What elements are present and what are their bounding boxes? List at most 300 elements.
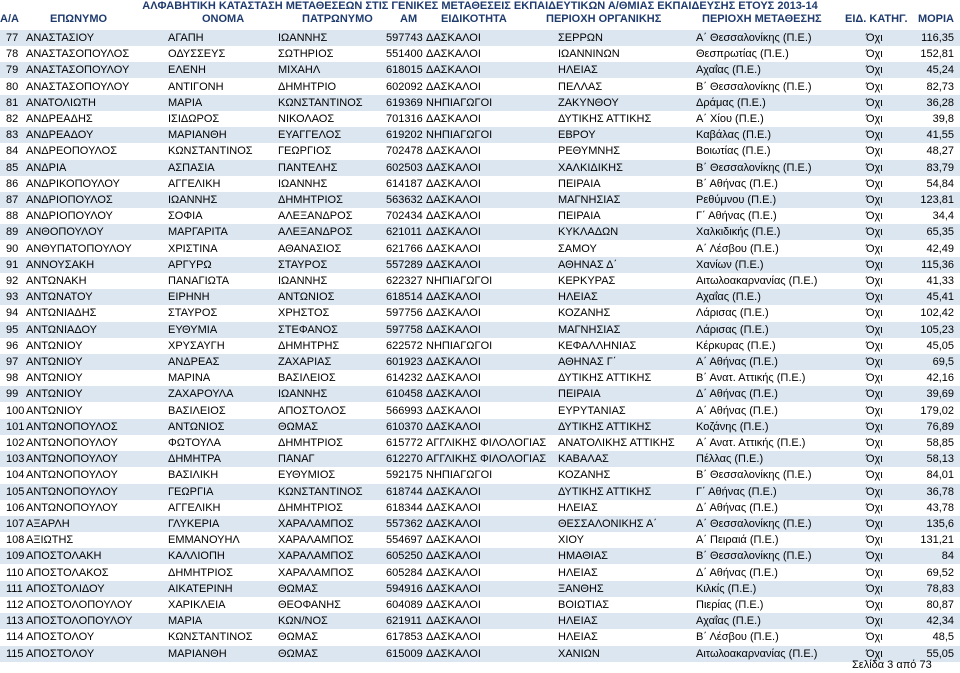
- cell-onoma: ΜΑΡΙΑ: [168, 96, 203, 109]
- cell-aa: 80: [6, 80, 19, 93]
- cell-aa: 90: [6, 242, 19, 255]
- cell-am: 610370: [386, 420, 423, 433]
- cell-patronymo: ΠΑΝΤΕΛΗΣ: [278, 161, 338, 174]
- cell-am: 563632: [386, 194, 423, 206]
- cell-eid-katig: Όχι: [866, 161, 883, 174]
- cell-am: 622572: [386, 339, 423, 352]
- cell-onoma: ΣΟΦΙΑ: [168, 210, 203, 223]
- cell-onoma: ΕΥΘΥΜΙΑ: [168, 323, 218, 336]
- cell-patronymo: ΔΗΜΗΤΡΙΟΣ: [278, 437, 343, 449]
- cell-onoma: ΙΩΑΝΝΗΣ: [168, 194, 218, 206]
- cell-eponymo: ΑΝΤΩΝΙΑΔΗΣ: [26, 307, 97, 320]
- cell-am: 597756: [386, 307, 423, 320]
- cell-eid-katig: Όχι: [866, 275, 883, 287]
- table-row: [0, 419, 960, 435]
- cell-am: 615009: [386, 647, 423, 660]
- cell-eidikotita: ΔΑΣΚΑΛΟΙ: [426, 372, 481, 385]
- cell-am: 617853: [386, 631, 423, 644]
- cell-eponymo: ΑΠΟΣΤΟΛΑΚΟΣ: [26, 566, 109, 579]
- header-onoma: ΟΝΟΜΑ: [202, 13, 245, 25]
- cell-perioxi-organikis: ΚΟΖΑΝΗΣ: [558, 307, 611, 320]
- cell-perioxi-organikis: ΗΛΕΙΑΣ: [558, 501, 598, 514]
- cell-perioxi-metathesis: Δράμας (Π.Ε.): [696, 96, 766, 109]
- cell-eidikotita: ΝΗΠΙΑΓΩΓΟΙ: [426, 469, 493, 482]
- cell-moria: 48,27: [926, 145, 954, 158]
- cell-onoma: ΜΑΡΓΑΡΙΤΑ: [168, 226, 228, 239]
- cell-perioxi-organikis: ΠΕΙΡΑΙΑ: [558, 210, 601, 223]
- cell-moria: 36,78: [926, 485, 954, 498]
- cell-perioxi-organikis: ΔΥΤΙΚΗΣ ΑΤΤΙΚΗΣ: [558, 420, 652, 433]
- cell-am: 702434: [386, 210, 423, 223]
- cell-perioxi-metathesis: Α΄ Λέσβου (Π.Ε.): [696, 242, 779, 255]
- cell-eponymo: ΑΠΟΣΤΟΛΟΠΟΥΛΟΥ: [26, 599, 133, 611]
- cell-onoma: ΜΑΡΙΑΝΘΗ: [168, 129, 227, 142]
- cell-eidikotita: ΝΗΠΙΑΓΩΓΟΙ: [426, 339, 493, 352]
- cell-aa: 112: [6, 599, 24, 611]
- table-row: [0, 500, 960, 516]
- cell-perioxi-metathesis: Πιερίας (Π.Ε.): [696, 599, 764, 611]
- cell-moria: 78,83: [926, 582, 954, 595]
- cell-eid-katig: Όχι: [866, 485, 883, 498]
- cell-perioxi-metathesis: Β΄ Θεσσαλονίκης (Π.Ε.): [696, 80, 812, 93]
- cell-patronymo: ΙΩΑΝΝΗΣ: [278, 177, 328, 190]
- cell-aa: 104: [6, 469, 25, 482]
- cell-perioxi-organikis: ΚΑΒΑΛΑΣ: [558, 453, 609, 466]
- cell-eid-katig: Όχι: [866, 242, 883, 255]
- cell-perioxi-metathesis: Κοζάνης (Π.Ε.): [696, 420, 769, 433]
- cell-patronymo: ΧΑΡΑΛΑΜΠΟΣ: [278, 518, 354, 530]
- cell-perioxi-metathesis: Α΄ Θεσσαλονίκης (Π.Ε.): [696, 518, 812, 530]
- table-row: [0, 95, 960, 111]
- cell-perioxi-metathesis: Ρεθύμνου (Π.Ε.): [696, 194, 777, 206]
- cell-perioxi-organikis: ΜΑΓΝΗΣΙΑΣ: [558, 194, 621, 206]
- cell-eponymo: ΑΝΤΩΝΙΟΥ: [26, 372, 83, 385]
- cell-eidikotita: ΔΑΣΚΑΛΟΙ: [426, 566, 481, 579]
- cell-moria: 58,13: [926, 453, 954, 466]
- cell-am: 610458: [386, 388, 423, 401]
- cell-eidikotita: ΔΑΣΚΑΛΟΙ: [426, 485, 481, 498]
- cell-perioxi-organikis: ΑΘΗΝΑΣ Δ΄: [558, 258, 618, 271]
- cell-perioxi-metathesis: Γ΄ Αθήνας (Π.Ε.): [696, 485, 777, 498]
- cell-am: 612270: [386, 453, 423, 466]
- cell-aa: 85: [6, 161, 19, 174]
- cell-moria: 69,52: [926, 566, 954, 579]
- cell-perioxi-organikis: ΗΜΑΘΙΑΣ: [558, 550, 608, 563]
- cell-perioxi-organikis: ΖΑΚΥΝΘΟΥ: [558, 96, 619, 109]
- cell-perioxi-organikis: ΚΟΖΑΝΗΣ: [558, 469, 611, 482]
- cell-eidikotita: ΔΑΣΚΑΛΟΙ: [426, 615, 481, 628]
- cell-eid-katig: Όχι: [866, 388, 883, 401]
- cell-patronymo: ΚΩΝ/ΝΟΣ: [278, 615, 328, 628]
- cell-moria: 39,69: [926, 388, 954, 401]
- cell-eid-katig: Όχι: [866, 631, 883, 644]
- cell-eid-katig: Όχι: [866, 534, 883, 547]
- cell-patronymo: ΣΤΑΥΡΟΣ: [278, 258, 328, 271]
- cell-eponymo: ΑΝΤΩΝΙΑΔΟΥ: [26, 323, 98, 336]
- cell-am: 618514: [386, 291, 423, 304]
- cell-aa: 103: [6, 453, 25, 466]
- cell-am: 622327: [386, 275, 423, 287]
- cell-perioxi-organikis: ΣΕΡΡΩΝ: [558, 32, 603, 44]
- cell-onoma: ΠΑΝΑΓΙΩΤΑ: [168, 275, 230, 287]
- cell-patronymo: ΜΙΧΑΗΛ: [278, 64, 321, 77]
- cell-moria: 36,28: [926, 96, 954, 109]
- table-row: [0, 435, 960, 451]
- cell-aa: 108: [6, 534, 25, 547]
- cell-onoma: ΑΓΓΕΛΙΚΗ: [168, 177, 221, 190]
- cell-perioxi-organikis: ΕΒΡΟΥ: [558, 129, 596, 142]
- table-row: [0, 581, 960, 597]
- cell-eidikotita: ΔΑΣΚΑΛΟΙ: [426, 307, 481, 320]
- cell-moria: 34,4: [932, 210, 954, 223]
- table-row: [0, 111, 960, 127]
- cell-aa: 88: [6, 210, 19, 223]
- cell-perioxi-metathesis: Πέλλας (Π.Ε.): [696, 453, 764, 466]
- header-eponymo: ΕΠΩΝΥΜΟ: [50, 13, 108, 25]
- cell-aa: 96: [6, 339, 19, 352]
- table-row: [0, 208, 960, 224]
- cell-am: 621911: [386, 615, 422, 628]
- cell-onoma: ΑΡΓΥΡΩ: [168, 258, 212, 271]
- cell-perioxi-organikis: ΚΥΚΛΑΔΩΝ: [558, 226, 619, 239]
- cell-moria: 45,41: [926, 291, 954, 304]
- cell-eponymo: ΑΝΤΩΝΟΠΟΥΛΟΣ: [26, 420, 118, 433]
- cell-eidikotita: ΔΑΣΚΑΛΟΙ: [426, 420, 481, 433]
- cell-moria: 131,21: [920, 534, 954, 547]
- cell-eponymo: ΑΝΔΡΙΚΟΠΟΥΛΟΥ: [26, 177, 120, 190]
- cell-moria: 116,35: [921, 32, 954, 44]
- cell-perioxi-metathesis: Χαλκιδικής (Π.Ε.): [696, 226, 781, 239]
- table-row: [0, 403, 960, 419]
- cell-aa: 78: [6, 48, 19, 61]
- cell-aa: 94: [6, 307, 19, 320]
- table-row: [0, 629, 960, 645]
- cell-aa: 82: [6, 113, 19, 125]
- table-row: [0, 597, 960, 613]
- cell-perioxi-organikis: ΗΛΕΙΑΣ: [558, 615, 598, 628]
- header-eidikotita: ΕΙΔΙΚΟΤΗΤΑ: [441, 13, 507, 25]
- cell-onoma: ΑΙΚΑΤΕΡΙΝΗ: [168, 582, 233, 595]
- cell-patronymo: ΑΘΑΝΑΣΙΟΣ: [278, 242, 342, 255]
- cell-onoma: ΑΓΓΕΛΙΚΗ: [168, 501, 221, 514]
- cell-perioxi-metathesis: Λάρισας (Π.Ε.): [696, 323, 769, 336]
- cell-onoma: ΧΡΥΣΑΥΓΗ: [168, 339, 225, 352]
- cell-patronymo: ΘΩΜΑΣ: [278, 631, 319, 644]
- table-row: [0, 516, 960, 532]
- cell-moria: 58,85: [926, 437, 954, 449]
- cell-onoma: ΧΡΙΣΤΙΝΑ: [168, 242, 218, 255]
- table-row: [0, 370, 960, 386]
- cell-eid-katig: Όχι: [866, 372, 883, 385]
- cell-patronymo: ΙΩΑΝΝΗΣ: [278, 32, 328, 44]
- document-title: ΑΛΦΑΒΗΤΙΚΗ ΚΑΤΑΣΤΑΣΗ ΜΕΤΑΘΕΣΕΩΝ ΣΤΙΣ ΓΕΝΙΚΕΣ ΜΕΤΑΘΕΣΕΙΣ ΕΚΠΑΙΔΕΥΤΙΚΩΝ Α/ΘΜΙΑΣ ΕΚΠΑΙΔΕΥΣΗΣ ΕΤΟΥΣ 2013-14: [142, 0, 818, 12]
- cell-patronymo: ΘΩΜΑΣ: [278, 582, 319, 595]
- cell-patronymo: ΧΡΗΣΤΟΣ: [278, 307, 330, 320]
- cell-patronymo: ΕΥΑΓΓΕΛΟΣ: [278, 129, 342, 142]
- cell-eid-katig: Όχι: [866, 129, 883, 142]
- cell-patronymo: ΘΕΟΦΑΝΗΣ: [278, 599, 341, 611]
- cell-am: 551400: [386, 48, 423, 61]
- cell-am: 602503: [386, 161, 423, 174]
- cell-perioxi-organikis: ΗΛΕΙΑΣ: [558, 631, 598, 644]
- cell-patronymo: ΧΑΡΑΛΑΜΠΟΣ: [278, 534, 354, 547]
- cell-onoma: ΑΝΤΩΝΙΟΣ: [168, 420, 225, 433]
- table-row: [0, 257, 960, 273]
- cell-eponymo: ΑΠΟΣΤΟΛΟΥ: [26, 631, 95, 644]
- cell-perioxi-metathesis: Βοιωτίας (Π.Ε.): [696, 145, 771, 158]
- cell-eid-katig: Όχι: [866, 307, 883, 320]
- cell-perioxi-metathesis: Α΄ Πειραιά (Π.Ε.): [696, 534, 779, 547]
- cell-patronymo: ΑΛΕΞΑΝΔΡΟΣ: [278, 226, 353, 239]
- cell-aa: 81: [6, 96, 19, 109]
- cell-aa: 107: [6, 518, 25, 530]
- cell-perioxi-metathesis: Α΄ Ανατ. Αττικής (Π.Ε.): [696, 437, 806, 449]
- cell-eponymo: ΑΝΤΩΝΑΚΗ: [26, 275, 87, 287]
- cell-perioxi-metathesis: Αχαΐας (Π.Ε.): [696, 64, 761, 77]
- cell-eid-katig: Όχι: [866, 518, 883, 530]
- cell-eponymo: ΑΝΤΩΝΟΠΟΥΛΟΥ: [26, 469, 118, 482]
- cell-moria: 76,89: [926, 420, 954, 433]
- cell-onoma: ΔΗΜΗΤΡΑ: [168, 453, 221, 466]
- cell-eid-katig: Όχι: [866, 404, 883, 417]
- table-row: [0, 322, 960, 338]
- table-header: [0, 13, 960, 29]
- table-row: [0, 305, 960, 321]
- cell-perioxi-organikis: ΔΥΤΙΚΗΣ ΑΤΤΙΚΗΣ: [558, 485, 652, 498]
- cell-eponymo: ΑΞΙΩΤΗΣ: [26, 534, 74, 547]
- table-row: [0, 127, 960, 143]
- cell-eponymo: ΑΠΟΣΤΟΛΟΥ: [26, 647, 95, 660]
- cell-am: 594916: [386, 582, 423, 595]
- cell-eid-katig: Όχι: [866, 113, 883, 125]
- cell-perioxi-organikis: ΚΕΡΚΥΡΑΣ: [558, 275, 616, 287]
- cell-perioxi-organikis: ΕΥΡΥΤΑΝΙΑΣ: [558, 404, 626, 417]
- cell-eidikotita: ΔΑΣΚΑΛΟΙ: [426, 145, 481, 158]
- cell-eidikotita: ΑΓΓΛΙΚΗΣ ΦΙΛΟΛΟΓΙΑΣ: [426, 437, 547, 449]
- table-row: [0, 532, 960, 548]
- cell-perioxi-metathesis: Α΄ Αθήνας (Π.Ε.): [696, 356, 778, 368]
- cell-eid-katig: Όχι: [866, 210, 883, 223]
- cell-aa: 110: [6, 566, 24, 579]
- cell-eid-katig: Όχι: [866, 145, 883, 158]
- cell-am: 602092: [386, 80, 423, 93]
- cell-eidikotita: ΑΓΓΛΙΚΗΣ ΦΙΛΟΛΟΓΙΑΣ: [426, 453, 547, 466]
- cell-moria: 42,49: [926, 242, 954, 255]
- header-patronymo: ΠΑΤΡΩΝΥΜΟ: [302, 13, 373, 25]
- table-row: [0, 62, 960, 78]
- cell-eidikotita: ΔΑΣΚΑΛΟΙ: [426, 113, 481, 125]
- cell-aa: 95: [6, 323, 19, 336]
- cell-onoma: ΓΛΥΚΕΡΙΑ: [168, 518, 220, 530]
- cell-patronymo: ΑΝΤΩΝΙΟΣ: [278, 291, 335, 304]
- cell-patronymo: ΧΑΡΑΛΑΜΠΟΣ: [278, 566, 354, 579]
- cell-moria: 43,78: [926, 501, 954, 514]
- cell-eponymo: ΑΠΟΣΤΟΛΙΔΟΥ: [26, 582, 105, 595]
- cell-eidikotita: ΔΑΣΚΑΛΟΙ: [426, 291, 481, 304]
- cell-eid-katig: Όχι: [866, 177, 883, 190]
- cell-perioxi-metathesis: Δ΄ Αθήνας (Π.Ε.): [696, 566, 778, 579]
- cell-perioxi-organikis: ΧΑΝΙΩΝ: [558, 647, 600, 660]
- cell-eidikotita: ΔΑΣΚΑΛΟΙ: [426, 631, 481, 644]
- header-perioxi-metathesis: ΠΕΡΙΟΧΗ ΜΕΤΑΘΕΣΗΣ: [702, 13, 822, 25]
- cell-aa: 84: [6, 145, 19, 158]
- cell-perioxi-metathesis: Β΄ Ανατ. Αττικής (Π.Ε.): [696, 372, 806, 385]
- cell-eponymo: ΑΝΤΩΝΙΟΥ: [26, 404, 83, 417]
- cell-am: 605250: [386, 550, 423, 563]
- cell-eponymo: ΑΝΔΡΕΟΠΟΥΛΟΣ: [26, 145, 117, 158]
- table-row: [0, 143, 960, 159]
- cell-eponymo: ΑΝΑΣΤΑΣΟΠΟΥΛΟΣ: [26, 48, 130, 61]
- cell-perioxi-metathesis: Α΄ Θεσσαλονίκης (Π.Ε.): [696, 32, 812, 44]
- cell-patronymo: ΝΙΚΟΛΑΟΣ: [278, 113, 335, 125]
- cell-eid-katig: Όχι: [866, 420, 883, 433]
- cell-aa: 106: [6, 501, 25, 514]
- cell-aa: 97: [6, 356, 19, 368]
- cell-eponymo: ΑΝΤΩΝΑΤΟΥ: [26, 291, 93, 304]
- cell-eid-katig: Όχι: [866, 291, 883, 304]
- cell-eid-katig: Όχι: [866, 258, 883, 271]
- cell-moria: 84: [941, 550, 954, 563]
- cell-eponymo: ΑΝΤΩΝΙΟΥ: [26, 356, 83, 368]
- cell-onoma: ΕΙΡΗΝΗ: [168, 291, 210, 304]
- cell-onoma: ΑΝΔΡΕΑΣ: [168, 356, 220, 368]
- cell-eid-katig: Όχι: [866, 48, 883, 61]
- cell-eidikotita: ΔΑΣΚΑΛΟΙ: [426, 582, 481, 595]
- cell-eidikotita: ΔΑΣΚΑΛΟΙ: [426, 323, 481, 336]
- table-row: [0, 484, 960, 500]
- cell-onoma: ΜΑΡΙΑ: [168, 615, 203, 628]
- cell-perioxi-metathesis: Β΄ Θεσσαλονίκης (Π.Ε.): [696, 550, 812, 563]
- cell-perioxi-metathesis: Κέρκυρας (Π.Ε.): [696, 339, 776, 352]
- cell-onoma: ΕΜΜΑΝΟΥΗΛ: [168, 534, 240, 547]
- cell-aa: 115: [6, 647, 24, 660]
- header-am: ΑΜ: [400, 13, 418, 25]
- cell-am: 618344: [386, 501, 423, 514]
- cell-moria: 152,81: [920, 48, 954, 61]
- cell-onoma: ΚΑΛΛΙΟΠΗ: [168, 550, 225, 563]
- cell-perioxi-organikis: ΜΑΓΝΗΣΙΑΣ: [558, 323, 621, 336]
- cell-eponymo: ΑΝΤΩΝΟΠΟΥΛΟΥ: [26, 437, 118, 449]
- cell-am: 621766: [386, 242, 423, 255]
- cell-perioxi-organikis: ΚΕΦΑΛΛΗΝΙΑΣ: [558, 339, 637, 352]
- cell-am: 618744: [386, 485, 423, 498]
- table-row: [0, 386, 960, 402]
- cell-eidikotita: ΔΑΣΚΑΛΟΙ: [426, 404, 481, 417]
- table-row: [0, 338, 960, 354]
- cell-perioxi-organikis: ΠΕΙΡΑΙΑ: [558, 177, 601, 190]
- cell-moria: 45,05: [926, 339, 954, 352]
- cell-eponymo: ΑΝΘΥΠΑΤΟΠΟΥΛΟΥ: [26, 242, 132, 255]
- cell-moria: 41,33: [926, 275, 954, 287]
- cell-moria: 42,34: [926, 615, 954, 628]
- cell-onoma: ΣΤΑΥΡΟΣ: [168, 307, 218, 320]
- cell-onoma: ΚΩΝΣΤΑΝΤΙΝΟΣ: [168, 145, 253, 158]
- cell-patronymo: ΠΑΝΑΓ: [278, 453, 315, 466]
- cell-perioxi-organikis: ΘΕΣΣΑΛΟΝΙΚΗΣ Α΄: [558, 518, 658, 530]
- cell-eponymo: ΑΝΑΣΤΑΣΙΟΥ: [26, 32, 95, 44]
- cell-aa: 87: [6, 194, 19, 206]
- cell-eidikotita: ΔΑΣΚΑΛΟΙ: [426, 599, 481, 611]
- table-row: [0, 646, 960, 662]
- cell-onoma: ΕΛΕΝΗ: [168, 64, 206, 77]
- cell-eponymo: ΑΝΔΡΕΑΔΟΥ: [26, 129, 94, 142]
- table-row: [0, 613, 960, 629]
- cell-patronymo: ΑΛΕΞΑΝΔΡΟΣ: [278, 210, 353, 223]
- cell-eid-katig: Όχι: [866, 64, 883, 77]
- cell-onoma: ΒΑΣΙΛΙΚΗ: [168, 469, 219, 482]
- cell-eponymo: ΑΠΟΣΤΟΛΑΚΗ: [26, 550, 102, 563]
- cell-eid-katig: Όχι: [866, 96, 883, 109]
- cell-am: 618015: [386, 64, 423, 77]
- cell-moria: 42,16: [926, 372, 954, 385]
- cell-perioxi-organikis: ΙΩΑΝΝΙΝΩΝ: [558, 48, 620, 61]
- header-aa: Α/Α: [0, 13, 19, 25]
- cell-eponymo: ΑΠΟΣΤΟΛΟΠΟΥΛΟΥ: [26, 615, 133, 628]
- cell-perioxi-metathesis: Κιλκίς (Π.Ε.): [696, 582, 757, 595]
- cell-eidikotita: ΝΗΠΙΑΓΩΓΟΙ: [426, 275, 493, 287]
- cell-perioxi-metathesis: Β΄ Λέσβου (Π.Ε.): [696, 631, 779, 644]
- cell-eidikotita: ΝΗΠΙΑΓΩΓΟΙ: [426, 129, 493, 142]
- cell-moria: 65,35: [926, 226, 954, 239]
- cell-eponymo: ΑΝΤΩΝΟΠΟΥΛΟΥ: [26, 485, 118, 498]
- cell-eponymo: ΑΝΤΩΝΙΟΥ: [26, 388, 83, 401]
- cell-eponymo: ΑΝΑΣΤΑΣΟΠΟΥΛΟΥ: [26, 80, 130, 93]
- table-row: [0, 224, 960, 240]
- cell-eid-katig: Όχι: [866, 615, 883, 628]
- cell-eidikotita: ΔΑΣΚΑΛΟΙ: [426, 258, 481, 271]
- header-eid-katig: ΕΙΔ. ΚΑΤΗΓ.: [845, 13, 908, 25]
- cell-eponymo: ΑΝΔΡΙΟΠΟΥΛΟΥ: [26, 210, 113, 223]
- cell-eponymo: ΑΝΔΡΙΟΠΟΥΛΟΣ: [26, 194, 113, 206]
- cell-onoma: ΜΑΡΙΝΑ: [168, 372, 211, 385]
- cell-perioxi-organikis: ΒΟΙΩΤΙΑΣ: [558, 599, 610, 611]
- cell-eidikotita: ΔΑΣΚΑΛΟΙ: [426, 48, 481, 61]
- cell-eidikotita: ΔΑΣΚΑΛΟΙ: [426, 226, 481, 239]
- cell-moria: 54,84: [926, 177, 954, 190]
- cell-moria: 39,8: [932, 113, 954, 125]
- cell-perioxi-metathesis: Α΄ Αθήνας (Π.Ε.): [696, 404, 778, 417]
- table-row: [0, 451, 960, 467]
- cell-eid-katig: Όχι: [866, 356, 883, 368]
- cell-aa: 105: [6, 485, 25, 498]
- cell-am: 566993: [386, 404, 423, 417]
- table-row: [0, 354, 960, 370]
- cell-aa: 89: [6, 226, 19, 239]
- cell-perioxi-organikis: ΠΕΙΡΑΙΑ: [558, 388, 601, 401]
- cell-eidikotita: ΔΑΣΚΑΛΟΙ: [426, 161, 481, 174]
- cell-onoma: ΑΝΤΙΓΟΝΗ: [168, 80, 224, 93]
- cell-aa: 111: [6, 582, 23, 595]
- table-row: [0, 79, 960, 95]
- cell-am: 621011: [386, 226, 422, 239]
- cell-am: 614187: [386, 177, 423, 190]
- cell-eidikotita: ΔΑΣΚΑΛΟΙ: [426, 242, 481, 255]
- cell-aa: 77: [6, 32, 19, 44]
- cell-patronymo: ΔΗΜΗΤΡΙΟΣ: [278, 501, 343, 514]
- cell-eid-katig: Όχι: [866, 599, 883, 611]
- table-row: [0, 176, 960, 192]
- cell-am: 605284: [386, 566, 423, 579]
- cell-eponymo: ΑΝΤΩΝΙΟΥ: [26, 339, 83, 352]
- cell-perioxi-metathesis: Β΄ Θεσσαλονίκης (Π.Ε.): [696, 469, 812, 482]
- cell-perioxi-organikis: ΣΑΜΟΥ: [558, 242, 597, 255]
- cell-aa: 101: [6, 420, 25, 433]
- cell-am: 592175: [386, 469, 423, 482]
- cell-aa: 114: [6, 631, 24, 644]
- cell-eidikotita: ΔΑΣΚΑΛΟΙ: [426, 647, 481, 660]
- cell-onoma: ΓΕΩΡΓΙΑ: [168, 485, 214, 498]
- cell-perioxi-metathesis: Γ΄ Αθήνας (Π.Ε.): [696, 210, 777, 223]
